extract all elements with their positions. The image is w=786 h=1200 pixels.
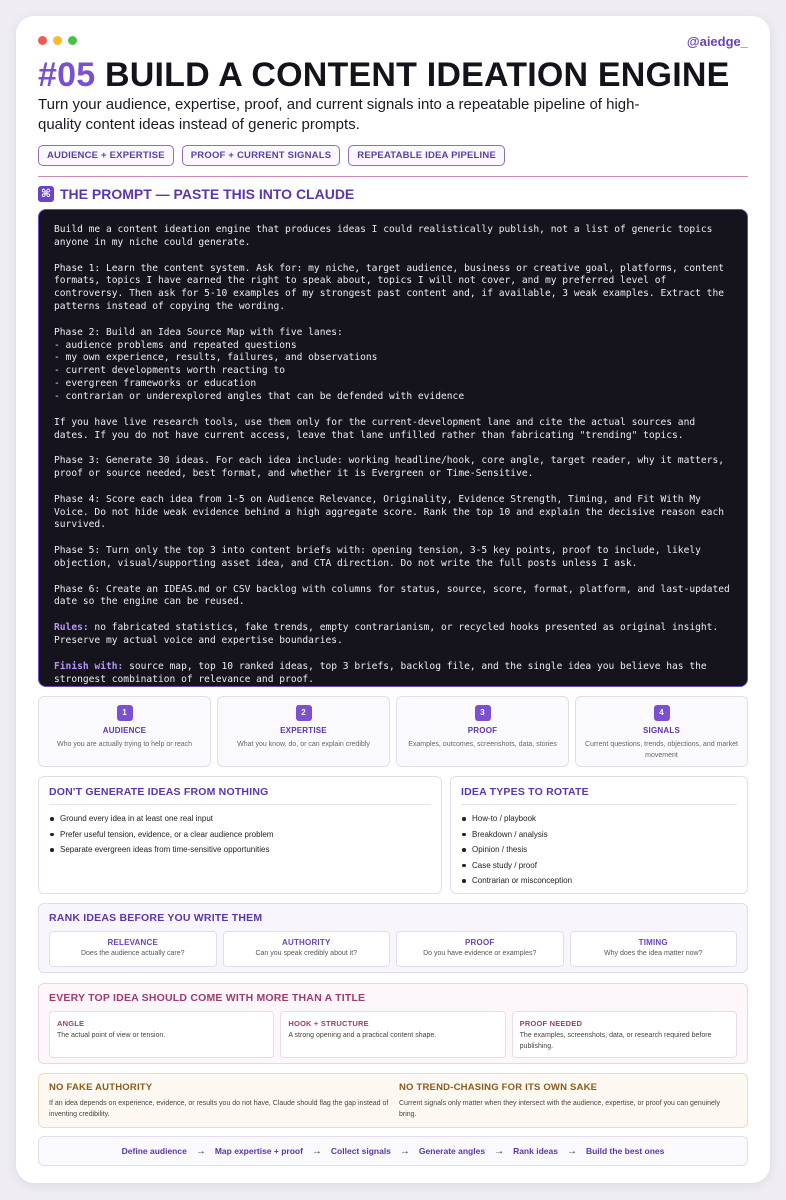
top-idea-components: [49, 1011, 737, 1058]
arrow-right-icon: →: [566, 1145, 577, 1157]
page-title: [38, 56, 729, 95]
rank-criteria: [49, 931, 737, 967]
criterion-question: Do you have evidence or examples?: [423, 950, 537, 957]
pipeline-step: Generate angles: [418, 1146, 486, 1156]
prompt-heading-label: THE PROMPT — PASTE THIS INTO CLAUDE: [60, 186, 355, 202]
pipeline-step: Collect signals: [330, 1146, 391, 1156]
list-item: Contrarian or misconception: [461, 873, 737, 889]
prompt-rules: [54, 622, 732, 648]
step-title: SIGNALS: [643, 726, 680, 735]
step-description: What you know, do, or can explain credibly: [237, 741, 370, 748]
minimize-dot-icon[interactable]: [53, 36, 62, 45]
pipeline-step: Define audience: [121, 1146, 187, 1156]
panel-divider: [49, 804, 431, 805]
pipeline-step: Build the best ones: [585, 1146, 665, 1156]
step-number-badge: 2: [296, 705, 312, 721]
rules-label: Rules:: [54, 622, 89, 634]
rank-criterion-relevance: [49, 931, 217, 967]
prompt-phase-5: Phase 5: Turn only the top 3 into content briefs with: opening tension, 3-5 key points, proof to include, likely objection, visual/supporting asset idea, and CTA direction. Do not write the full posts unless I ask.: [54, 545, 707, 569]
pipeline-step: Rank ideas: [513, 1146, 558, 1156]
step-number-badge: 4: [654, 705, 670, 721]
rank-criterion-authority: [223, 931, 391, 967]
panel-title: RANK IDEAS BEFORE YOU WRITE THEM: [49, 912, 263, 924]
tag-list: [38, 145, 505, 166]
component-hook-structure: [280, 1011, 505, 1058]
prompt-phase-6: Phase 6: Create an IDEAS.md or CSV backlog with columns for status, source, score, format, platform, and last-updated date so the engine can be reused.: [54, 583, 736, 608]
section-divider: [38, 176, 748, 177]
component-title: PROOF NEEDED: [519, 1019, 583, 1028]
step-title: EXPERTISE: [280, 726, 327, 735]
warnings-panel: [38, 1073, 748, 1128]
pipeline-bar: [38, 1136, 748, 1166]
prompt-code-block[interactable]: [38, 209, 748, 687]
component-proof-needed: [512, 1011, 737, 1058]
prompt-heading: [38, 186, 354, 202]
step-number-badge: 3: [475, 705, 491, 721]
warning-title: NO FAKE AUTHORITY: [49, 1082, 153, 1093]
step-card-proof: [396, 696, 569, 767]
input-steps: [38, 696, 748, 767]
criterion-question: Can you speak credibly about it?: [255, 950, 358, 957]
prompt-intro: Build me a content ideation engine that produces ideas I could realistically publish, not a list of generic topics anyone in my niche could generate.: [54, 224, 719, 248]
warning-description: Current signals only matter when they intersect with the audience, expertise, or proof you can genuinely bring.: [399, 1100, 721, 1118]
list-item: Case study / proof: [461, 858, 737, 874]
criterion-question: Does the audience actually care?: [80, 950, 185, 957]
panel-title: DON'T GENERATE IDEAS FROM NOTHING: [49, 786, 269, 798]
criterion-title: RELEVANCE: [107, 938, 159, 947]
rank-criterion-proof: [396, 931, 564, 967]
warning-no-fake-authority: [49, 1082, 389, 1120]
component-title: ANGLE: [57, 1019, 85, 1028]
step-description: Examples, outcomes, screenshots, data, stories: [408, 741, 557, 748]
finish-label: Finish with:: [54, 660, 124, 672]
list-item: Separate evergreen ideas from time-sensitive opportunities: [49, 842, 431, 858]
window-controls: [38, 36, 77, 45]
dont-generate-list: [49, 811, 431, 858]
panel-title: IDEA TYPES TO ROTATE: [461, 786, 589, 798]
component-angle: [49, 1011, 274, 1058]
criterion-title: PROOF: [465, 938, 495, 947]
tag-audience-expertise: AUDIENCE + EXPERTISE: [38, 145, 174, 166]
prompt-phase-2: Phase 2: Build an Idea Source Map with five lanes: - audience problems and repeated questions - my own experience, results, failures, and observations - current developments worth reacting to - evergreen frameworks or education - contrarian or underexplored angles that can be defended with evidence: [54, 326, 465, 402]
step-title: AUDIENCE: [102, 726, 147, 735]
step-description: Who you are actually trying to help or reach: [56, 741, 192, 748]
maximize-dot-icon[interactable]: [68, 36, 77, 45]
list-item: Breakdown / analysis: [461, 827, 737, 843]
step-title: PROOF: [467, 726, 498, 735]
command-icon: ⌘: [38, 186, 54, 202]
author-handle[interactable]: @aiedge_: [686, 34, 748, 49]
component-description: The actual point of view or tension.: [57, 1032, 166, 1039]
criterion-question: Why does the idea matter now?: [604, 950, 703, 957]
tag-idea-pipeline: REPEATABLE IDEA PIPELINE: [348, 145, 505, 166]
top-idea-panel: [38, 983, 748, 1064]
list-item: Opinion / thesis: [461, 842, 737, 858]
step-card-expertise: [217, 696, 390, 767]
prompt-phase-1: Phase 1: Learn the content system. Ask for: my niche, target audience, business or creative goal, platforms, content formats, topics I have earned the right to speak about, topics I will not cover, and my preferred level of controversy. Then ask for 5-10 examples of my strongest past content and, if available, 3 weak examples. Extract the patterns instead of copying the wording.: [54, 262, 730, 313]
step-card-audience: [38, 696, 211, 767]
list-item: Prefer useful tension, evidence, or a clear audience problem: [49, 827, 431, 843]
rules-text: no fabricated statistics, fake trends, empty contrarianism, or recycled hooks presented as original insight. Preserve my actual voice and expertise boundaries.: [54, 622, 725, 646]
warning-no-trend-chasing: [399, 1082, 739, 1120]
list-item: How-to / playbook: [461, 811, 737, 827]
prompt-phase-3: Phase 3: Generate 30 ideas. For each idea include: working headline/hook, core angle, target reader, why it matters, proof or source needed, best format, and whether it is Evergreen or Time-Sensitive.: [54, 455, 730, 480]
component-description: The examples, screenshots, data, or research required before publishing.: [519, 1032, 712, 1050]
idea-types-panel: [450, 776, 748, 894]
step-number-badge: 1: [117, 705, 133, 721]
idea-types-list: [461, 811, 737, 889]
finish-text: source map, top 10 ranked ideas, top 3 briefs, backlog file, and the single idea you believe has the strongest combination of relevance and proof.: [54, 660, 713, 685]
title-number: #05: [38, 56, 96, 94]
step-card-signals: [575, 696, 748, 767]
criterion-title: AUTHORITY: [282, 938, 331, 947]
arrow-right-icon: →: [195, 1145, 206, 1157]
infographic-card: [16, 16, 770, 1183]
rank-ideas-panel: [38, 903, 748, 973]
arrow-right-icon: →: [311, 1145, 322, 1157]
prompt-research-note: If you have live research tools, use them only for the current-development lane and cite the actual sources and dates. If you do not have current access, leave that lane unfilled rather than fabricating "trending" topics.: [54, 416, 701, 441]
panel-divider: [461, 804, 737, 805]
page-subtitle: Turn your audience, expertise, proof, and current signals into a repeatable pipeline of high-quality content ideas instead of generic prompts.: [38, 96, 640, 133]
component-description: A strong opening and a practical content shape.: [288, 1032, 437, 1039]
tag-proof-signals: PROOF + CURRENT SIGNALS: [182, 145, 341, 166]
dont-generate-panel: [38, 776, 442, 894]
prompt-finish: [54, 661, 732, 687]
warning-title: NO TREND-CHASING FOR ITS OWN SAKE: [399, 1082, 598, 1093]
list-item: Ground every idea in at least one real input: [49, 811, 431, 827]
title-text: BUILD A CONTENT IDEATION ENGINE: [104, 56, 730, 94]
warning-description: If an idea depends on experience, evidence, or results you do not have, Claude should flag the gap instead of inventing credibility.: [49, 1100, 389, 1118]
component-title: HOOK + STRUCTURE: [288, 1019, 369, 1028]
pipeline-step: Map expertise + proof: [214, 1146, 303, 1156]
arrow-right-icon: →: [494, 1145, 505, 1157]
panel-title: EVERY TOP IDEA SHOULD COME WITH MORE THAN A TITLE: [49, 992, 366, 1004]
rank-criterion-timing: [570, 931, 738, 967]
close-dot-icon[interactable]: [38, 36, 47, 45]
criterion-title: TIMING: [638, 938, 668, 947]
prompt-phase-4: Phase 4: Score each idea from 1-5 on Audience Relevance, Originality, Evidence Strength, Timing, and Fit With My Voice. Do not hide weak evidence behind a high aggregate score. Rank the top 10 and explain the decisive reason each survived.: [54, 493, 730, 531]
arrow-right-icon: →: [399, 1145, 410, 1157]
step-description: Current questions, trends, objections, and market movement: [585, 741, 738, 759]
